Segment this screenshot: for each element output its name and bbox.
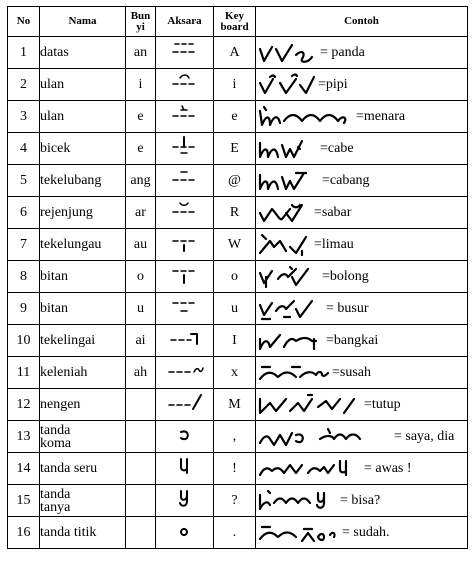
- contoh-script: [256, 329, 326, 353]
- aksara-glyph: [156, 421, 214, 453]
- row-bunyi: i: [126, 69, 156, 101]
- aksara-ulan-i-glyph: [165, 72, 205, 92]
- table-row: [8, 69, 468, 101]
- row-key: x: [214, 357, 256, 389]
- row-bunyi: [126, 453, 156, 485]
- row-bunyi: e: [126, 101, 156, 133]
- aksara-tekelungau-glyph: [165, 231, 205, 253]
- row-nama: ulan: [40, 101, 126, 133]
- table-row: [8, 261, 468, 293]
- row-no: 3: [8, 101, 40, 133]
- aksara-tanda-koma-glyph: [165, 424, 205, 444]
- row-key: e: [214, 101, 256, 133]
- row-contoh: =pipi: [256, 69, 468, 101]
- row-nama: tekelingai: [40, 325, 126, 357]
- table-row: [8, 229, 468, 261]
- row-nama: tanda seru: [40, 453, 126, 485]
- aksara-glyph: [156, 197, 214, 229]
- aksara-tanda-titik-glyph: [165, 519, 205, 541]
- row-key: !: [214, 453, 256, 485]
- contoh-script: [256, 361, 332, 385]
- aksara-glyph: [156, 229, 214, 261]
- row-no: 16: [8, 517, 40, 549]
- aksara-bitan-o-glyph: [165, 263, 205, 285]
- row-bunyi: an: [126, 37, 156, 69]
- row-no: 8: [8, 261, 40, 293]
- contoh-script: [256, 265, 322, 289]
- row-no: 1: [8, 37, 40, 69]
- row-nama: tanda koma: [40, 421, 126, 453]
- row-no: 10: [8, 325, 40, 357]
- row-bunyi: ai: [126, 325, 156, 357]
- row-contoh: =menara: [256, 101, 468, 133]
- row-key: .: [214, 517, 256, 549]
- row-bunyi: ar: [126, 197, 156, 229]
- row-bunyi: u: [126, 293, 156, 325]
- aksara-tekelubang-glyph: [165, 168, 205, 188]
- header-contoh: Contoh: [256, 7, 468, 37]
- row-key: i: [214, 69, 256, 101]
- aksara-glyph: [156, 37, 214, 69]
- row-key: A: [214, 37, 256, 69]
- row-key: ?: [214, 485, 256, 517]
- contoh-script: [256, 201, 314, 225]
- row-contoh: = awas !: [256, 453, 468, 485]
- row-key: @: [214, 165, 256, 197]
- header-nama: Nama: [40, 7, 126, 37]
- contoh-script: [256, 137, 320, 161]
- header-aksara: Aksara: [156, 7, 214, 37]
- row-no: 2: [8, 69, 40, 101]
- aksara-keleniah-glyph: [165, 360, 205, 380]
- contoh-script: [256, 457, 364, 481]
- table-row: [8, 165, 468, 197]
- table-row: [8, 421, 468, 453]
- aksara-tanda-seru-glyph: [165, 455, 205, 477]
- row-no: 5: [8, 165, 40, 197]
- row-bunyi: [126, 485, 156, 517]
- row-nama: bitan: [40, 261, 126, 293]
- row-bunyi: ah: [126, 357, 156, 389]
- header-keyboard: Key board: [214, 7, 256, 37]
- table-row: [8, 517, 468, 549]
- row-no: 14: [8, 453, 40, 485]
- row-key: W: [214, 229, 256, 261]
- aksara-table: [7, 6, 468, 549]
- row-nama: nengen: [40, 389, 126, 421]
- aksara-glyph: [156, 517, 214, 549]
- header-no: No: [8, 7, 40, 37]
- table-row: [8, 357, 468, 389]
- row-contoh: = busur: [256, 293, 468, 325]
- contoh-script: [256, 233, 314, 257]
- row-no: 9: [8, 293, 40, 325]
- aksara-glyph: [156, 453, 214, 485]
- row-key: R: [214, 197, 256, 229]
- aksara-nengen-glyph: [165, 391, 205, 413]
- header-row: [8, 7, 468, 37]
- row-no: 7: [8, 229, 40, 261]
- row-no: 13: [8, 421, 40, 453]
- contoh-script: [256, 73, 318, 97]
- row-contoh: = sudah.: [256, 517, 468, 549]
- row-key: o: [214, 261, 256, 293]
- row-contoh: =cabe: [256, 133, 468, 165]
- row-nama: bitan: [40, 293, 126, 325]
- table-row: [8, 389, 468, 421]
- table-row: [8, 485, 468, 517]
- aksara-datas-glyph: [165, 40, 205, 60]
- contoh-script: [256, 393, 364, 417]
- aksara-ulan-e-glyph: [165, 104, 205, 124]
- contoh-script: [256, 297, 326, 321]
- row-no: 12: [8, 389, 40, 421]
- row-nama: datas: [40, 37, 126, 69]
- table-row: [8, 325, 468, 357]
- row-bunyi: [126, 421, 156, 453]
- aksara-bicek-glyph: [165, 135, 205, 157]
- row-contoh: =sabar: [256, 197, 468, 229]
- row-no: 11: [8, 357, 40, 389]
- contoh-script: [256, 425, 394, 449]
- row-contoh: =limau: [256, 229, 468, 261]
- row-key: ,: [214, 421, 256, 453]
- row-no: 15: [8, 485, 40, 517]
- row-contoh: = panda: [256, 37, 468, 69]
- row-nama: rejenjung: [40, 197, 126, 229]
- row-key: I: [214, 325, 256, 357]
- table-row: [8, 293, 468, 325]
- row-nama: tanda tanya: [40, 485, 126, 517]
- table-row: [8, 197, 468, 229]
- row-contoh: =bolong: [256, 261, 468, 293]
- row-nama: keleniah: [40, 357, 126, 389]
- contoh-script: [256, 41, 320, 65]
- row-contoh: = saya, dia: [256, 421, 468, 453]
- aksara-glyph: [156, 165, 214, 197]
- row-key: u: [214, 293, 256, 325]
- aksara-glyph: [156, 357, 214, 389]
- aksara-glyph: [156, 133, 214, 165]
- aksara-glyph: [156, 261, 214, 293]
- aksara-glyph: [156, 293, 214, 325]
- contoh-script: [256, 489, 340, 513]
- aksara-glyph: [156, 325, 214, 357]
- row-bunyi: [126, 389, 156, 421]
- aksara-tekelingai-glyph: [165, 328, 205, 348]
- row-nama: tekelungau: [40, 229, 126, 261]
- row-contoh: =susah: [256, 357, 468, 389]
- aksara-bitan-u-glyph: [165, 295, 205, 317]
- row-nama: tekelubang: [40, 165, 126, 197]
- row-contoh: =tutup: [256, 389, 468, 421]
- row-contoh: =bangkai: [256, 325, 468, 357]
- aksara-glyph: [156, 69, 214, 101]
- aksara-glyph: [156, 101, 214, 133]
- row-contoh: =cabang: [256, 165, 468, 197]
- table-row: [8, 453, 468, 485]
- aksara-tanda-tanya-glyph: [165, 487, 205, 509]
- row-key: M: [214, 389, 256, 421]
- row-key: E: [214, 133, 256, 165]
- contoh-script: [256, 105, 356, 129]
- row-bunyi: [126, 517, 156, 549]
- row-bunyi: ang: [126, 165, 156, 197]
- row-nama: tanda titik: [40, 517, 126, 549]
- row-nama: ulan: [40, 69, 126, 101]
- row-bunyi: o: [126, 261, 156, 293]
- row-no: 4: [8, 133, 40, 165]
- aksara-glyph: [156, 485, 214, 517]
- aksara-rejenjung-glyph: [165, 200, 205, 220]
- row-bunyi: e: [126, 133, 156, 165]
- row-nama: bicek: [40, 133, 126, 165]
- table-row: [8, 101, 468, 133]
- aksara-glyph: [156, 389, 214, 421]
- row-no: 6: [8, 197, 40, 229]
- contoh-script: [256, 521, 342, 545]
- table-row: [8, 133, 468, 165]
- table-row: [8, 37, 468, 69]
- contoh-script: [256, 169, 322, 193]
- row-contoh: = bisa?: [256, 485, 468, 517]
- header-bunyi: Bun yi: [126, 7, 156, 37]
- row-bunyi: au: [126, 229, 156, 261]
